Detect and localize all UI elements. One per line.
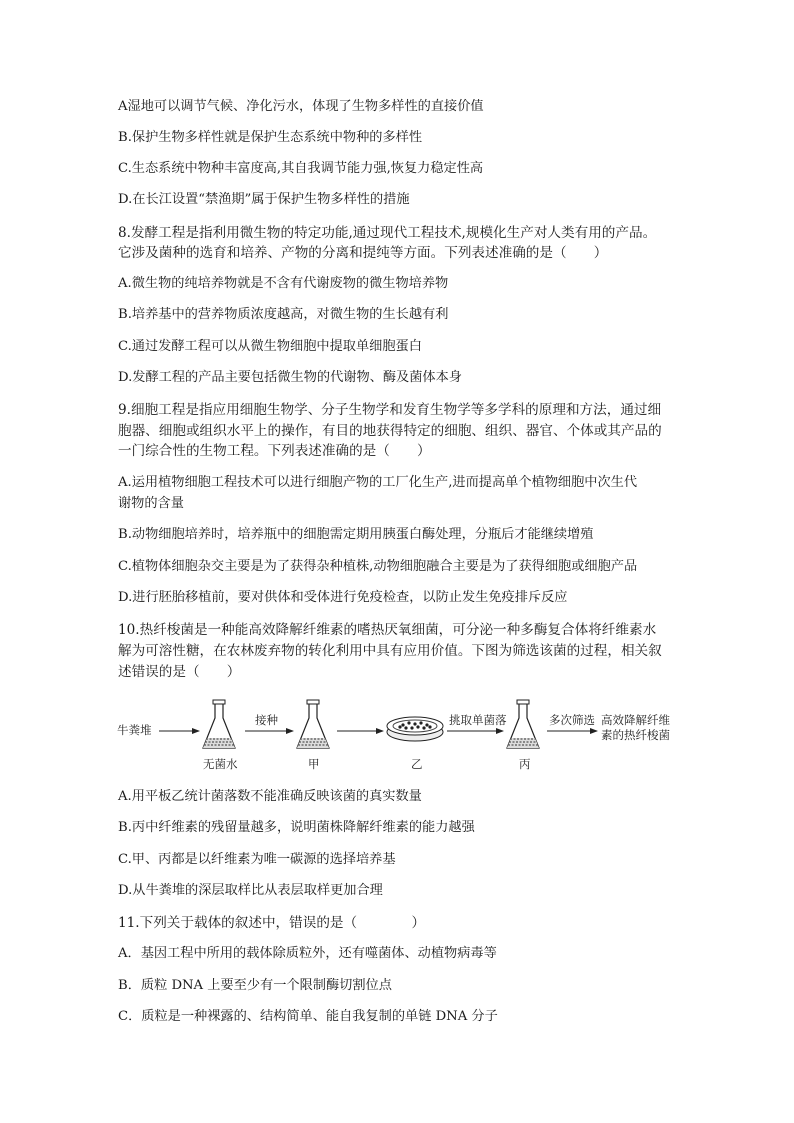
question-10-text: 10.热纤梭菌是一种能高效降解纤维素的嗜热厌氧细菌，可分泌一种多酶复合体将纤维素水 bbox=[118, 622, 657, 638]
flask-icon bbox=[297, 700, 329, 748]
petri-dish-icon bbox=[387, 717, 443, 741]
option-line: A.运用植物细胞工程技术可以进行细胞产物的工厂化生产,进而提高单个植物细胞中次生代 bbox=[118, 475, 638, 490]
source-label: 牛粪堆 bbox=[117, 723, 152, 737]
flask-icon bbox=[507, 700, 539, 748]
option-line: B．质粒 DNA 上要至少有一个限制酶切割位点 bbox=[118, 978, 392, 993]
flask-label: 无菌水 bbox=[203, 757, 238, 771]
option-line: C.植物体细胞杂交主要是为了获得杂种植株,动物细胞融合主要是为了获得细胞或细胞产品 bbox=[118, 559, 638, 574]
option-line: C．质粒是一种裸露的、结构简单、能自我复制的单链 DNA 分子 bbox=[118, 1009, 498, 1024]
option-line: B.丙中纤维素的残留量越多，说明菌株降解纤维素的能力越强 bbox=[118, 820, 475, 835]
question-8-text: 8.发酵工程是指利用微生物的特定功能,通过现代工程技术,规模化生产对人类有用的产品。 bbox=[118, 225, 657, 241]
option-line: 谢物的含量 bbox=[118, 496, 184, 511]
option-line: B.动物细胞培养时，培养瓶中的细胞需定期用胰蛋白酶处理，分瓶后才能继续增殖 bbox=[118, 527, 594, 542]
step-label: 接种 bbox=[255, 713, 278, 727]
step-label: 挑取单菌落 bbox=[449, 713, 507, 727]
question-9-text: 一门综合性的生物工程。下列表述准确的是（ ） bbox=[118, 443, 431, 459]
option-line: C.通过发酵工程可以从微生物细胞中提取单细胞蛋白 bbox=[118, 339, 422, 354]
option-line: D.进行胚胎移植前，要对供体和受体进行免疫检查，以防止发生免疫排斥反应 bbox=[118, 590, 568, 605]
question-10-text: 述错误的是（ ） bbox=[118, 664, 241, 680]
option-line: D.从牛粪堆的深层取样比从表层取样更加合理 bbox=[118, 883, 383, 898]
option-line: A湿地可以调节气候、净化污水，体现了生物多样性的直接价值 bbox=[118, 99, 484, 114]
flask-label: 甲 bbox=[308, 757, 320, 771]
question-8-text: 它涉及菌种的选育和培养、产物的分离和提纯等方面。下列表述准确的是（ ） bbox=[118, 245, 608, 261]
flask-icon bbox=[203, 700, 235, 748]
option-line: B.保护生物多样性就是保护生态系统中物种的多样性 bbox=[118, 130, 423, 145]
question-9-text: 胞器、细胞或组织水平上的操作，有目的地获得特定的细胞、组织、器官、个体或其产品的 bbox=[118, 423, 662, 439]
option-line: C.甲、丙都是以纤维素为唯一碳源的选择培养基 bbox=[118, 852, 396, 867]
result-label: 素的热纤梭菌 bbox=[601, 728, 670, 742]
step-label: 多次筛选 bbox=[549, 713, 595, 727]
option-line: C.生态系统中物种丰富度高,其自我调节能力强,恢复力稳定性高 bbox=[118, 161, 484, 176]
screening-process-figure bbox=[115, 694, 685, 774]
option-line: D.在长江设置“禁渔期”属于保护生物多样性的措施 bbox=[118, 192, 410, 207]
question-11-text: 11.下列关于载体的叙述中，错误的是（ ） bbox=[118, 915, 426, 931]
option-line: A．基因工程中所用的载体除质粒外，还有噬菌体、动植物病毒等 bbox=[118, 946, 497, 961]
option-line: A.微生物的纯培养物就是不含有代谢废物的微生物培养物 bbox=[118, 276, 449, 291]
option-line: B.培养基中的营养物质浓度越高，对微生物的生长越有利 bbox=[118, 307, 449, 322]
option-line: D.发酵工程的产品主要包括微生物的代谢物、酶及菌体本身 bbox=[118, 370, 462, 385]
option-line: A.用平板乙统计菌落数不能准确反映该菌的真实数量 bbox=[118, 789, 422, 804]
flask-label: 丙 bbox=[519, 757, 531, 771]
dish-label: 乙 bbox=[411, 757, 423, 771]
question-9-text: 9.细胞工程是指应用细胞生物学、分子生物学和发育生物学等多学科的原理和方法，通过细 bbox=[118, 402, 662, 418]
result-label: 高效降解纤维 bbox=[601, 713, 670, 727]
question-10-text: 解为可溶性糖，在农林废弃物的转化利用中具有应用价值。下图为筛选该菌的过程，相关叙 bbox=[118, 643, 662, 659]
